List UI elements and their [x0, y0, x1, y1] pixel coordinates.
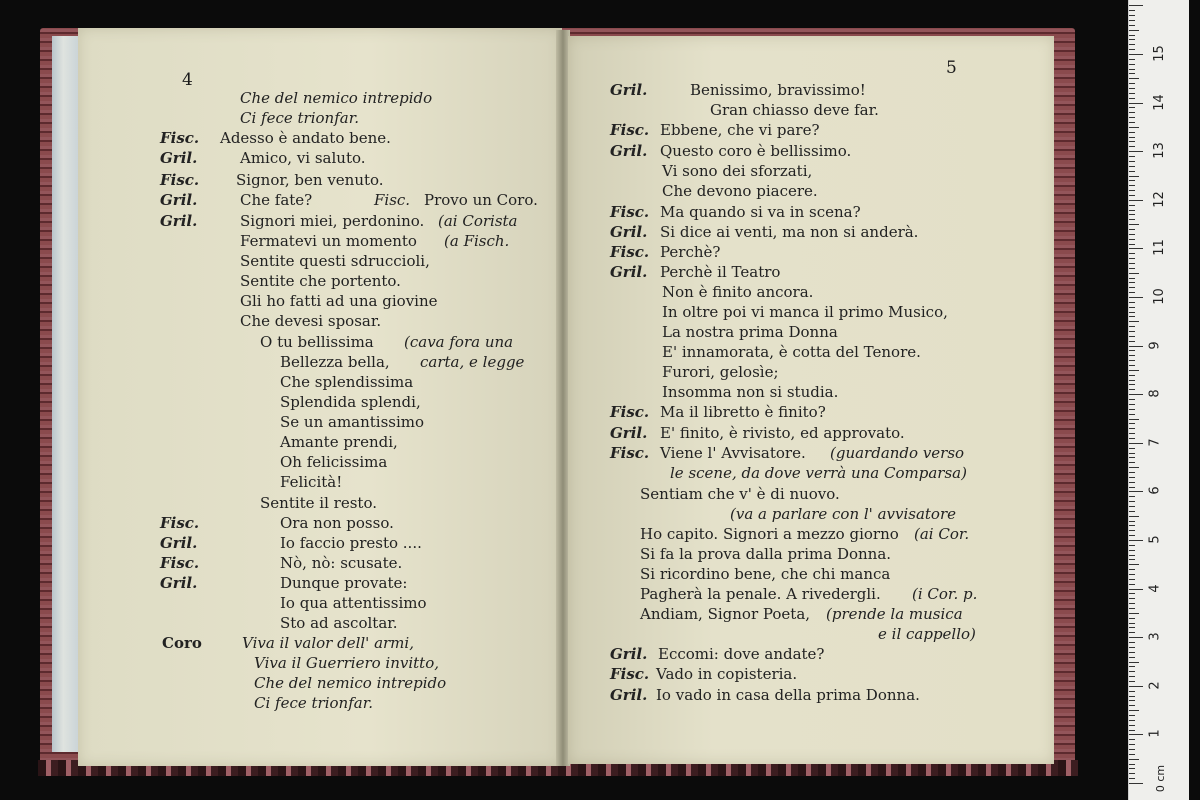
ruler-tick: [1129, 448, 1135, 449]
ruler-number: 4: [1147, 583, 1163, 593]
ruler-tick: [1129, 64, 1135, 65]
ruler-tick: [1129, 491, 1143, 492]
stage-direction: (ai Cor.: [914, 525, 970, 543]
ruler-tick: [1129, 671, 1135, 672]
speaker-label: Fisc.: [610, 243, 650, 261]
ruler-tick: [1129, 370, 1139, 371]
verse-line: Amante prendi,: [280, 433, 398, 451]
ruler-tick: [1129, 399, 1135, 400]
stage-direction: (a Fisch.: [444, 232, 510, 250]
ruler-unit-label: 0 cm: [1154, 764, 1168, 793]
verse-line: Sentite questi sdruccioli,: [240, 252, 430, 270]
ruler-tick: [1129, 365, 1135, 366]
verse-line: O tu bellissima: [260, 333, 374, 351]
ruler-tick: [1129, 98, 1135, 99]
ruler-tick: [1129, 457, 1135, 458]
ruler-tick: [1129, 146, 1135, 147]
ruler-tick: [1129, 593, 1135, 594]
verse-line: Felicità!: [280, 473, 343, 491]
ruler-number: 14: [1151, 93, 1167, 111]
verse-line: Amico, vi saluto.: [240, 149, 366, 167]
verse-line: Bellezza bella,: [280, 353, 390, 371]
verse-line: Viva il Guerriero invitto,: [254, 654, 440, 672]
verse-line: Andiam, Signor Poeta,: [640, 605, 811, 623]
ruler-tick: [1129, 253, 1135, 254]
verse-line: Furori, gelosìe;: [662, 363, 779, 381]
ruler-tick: [1129, 132, 1135, 133]
ruler-tick: [1129, 637, 1143, 638]
ruler-tick: [1129, 229, 1135, 230]
ruler-tick: [1129, 691, 1135, 692]
verse-line: Oh felicissima: [280, 453, 388, 471]
ruler-tick: [1129, 10, 1135, 11]
ruler-tick: [1129, 341, 1135, 342]
ruler-tick: [1129, 49, 1135, 50]
verse-line: Viene l' Avvisatore.: [660, 444, 806, 462]
ruler-tick: [1129, 200, 1143, 201]
ruler-tick: [1129, 720, 1135, 721]
ruler-tick: [1129, 477, 1135, 478]
ruler-tick: [1129, 54, 1143, 55]
ruler-tick: [1129, 69, 1135, 70]
ruler-tick: [1129, 754, 1135, 755]
ruler-tick: [1129, 350, 1135, 351]
ruler-tick: [1129, 210, 1135, 211]
ruler-tick: [1129, 642, 1135, 643]
verse-line: Che devono piacere.: [662, 182, 818, 200]
ruler-tick: [1129, 278, 1135, 279]
ruler-tick: [1129, 423, 1135, 424]
ruler-tick: [1129, 506, 1135, 507]
inline-speaker-label: Fisc.: [374, 191, 411, 209]
stage-direction: (i Cor. p.: [912, 585, 978, 603]
ruler-tick: [1129, 171, 1135, 172]
ruler-tick: [1129, 579, 1135, 580]
ruler-tick: [1129, 501, 1135, 502]
ruler-tick: [1129, 316, 1135, 317]
ruler-tick: [1129, 530, 1135, 531]
ruler-tick: [1129, 608, 1135, 609]
verse-line: Gran chiasso deve far.: [710, 101, 879, 119]
ruler-tick: [1129, 156, 1135, 157]
ruler-tick: [1129, 603, 1135, 604]
ruler-tick: [1129, 521, 1135, 522]
speaker-label: Gril.: [610, 81, 648, 99]
ruler-tick: [1129, 749, 1135, 750]
verse-line: Vi sono dei sforzati,: [662, 162, 813, 180]
ruler-tick: [1129, 20, 1135, 21]
ruler-tick: [1129, 127, 1139, 128]
ruler-tick: [1129, 103, 1143, 104]
ruler-tick: [1129, 467, 1139, 468]
ruler-tick: [1129, 258, 1135, 259]
ruler-tick: [1129, 627, 1135, 628]
ruler-tick: [1129, 234, 1135, 235]
ruler-tick: [1129, 88, 1135, 89]
ruler-tick: [1129, 525, 1135, 526]
speaker-label: Fisc.: [610, 203, 650, 221]
ruler-tick: [1129, 307, 1135, 308]
verse-line: Io faccio presto ....: [280, 534, 422, 552]
ruler-number: 6: [1147, 486, 1163, 496]
verse-line: Sto ad ascoltar.: [280, 614, 398, 632]
ruler-tick: [1129, 190, 1135, 191]
speaker-label: Gril.: [160, 212, 198, 230]
ruler-tick: [1129, 696, 1135, 697]
stage-direction: carta, e legge: [420, 353, 525, 371]
verse-line: Ho capito. Signori a mezzo giorno: [640, 525, 899, 543]
ruler-tick: [1129, 107, 1135, 108]
ruler-tick: [1129, 739, 1135, 740]
ruler-tick: [1129, 35, 1135, 36]
ruler-tick: [1129, 662, 1139, 663]
verse-line: Dunque provate:: [280, 574, 408, 592]
ruler-tick: [1129, 574, 1135, 575]
ruler-tick: [1129, 589, 1143, 590]
ruler-tick: [1129, 657, 1135, 658]
verse-line: Io vado in casa della prima Donna.: [656, 686, 920, 704]
ruler-tick: [1129, 185, 1135, 186]
ruler-tick: [1129, 516, 1139, 517]
ruler-tick: [1129, 297, 1143, 298]
verse-line: Io qua attentissimo: [280, 594, 427, 612]
ruler-tick: [1129, 375, 1135, 376]
measuring-ruler: [1128, 0, 1189, 800]
ruler-tick: [1129, 244, 1135, 245]
verse-line: Ebbene, che vi pare?: [660, 121, 820, 139]
ruler-tick: [1129, 384, 1135, 385]
ruler-tick: [1129, 39, 1135, 40]
speaker-label: Gril.: [610, 223, 648, 241]
ruler-tick: [1129, 764, 1135, 765]
ruler-tick: [1129, 647, 1135, 648]
right-page: [568, 36, 1054, 764]
ruler-number: 10: [1151, 288, 1167, 305]
speaker-label: Coro: [162, 634, 202, 652]
ruler-tick: [1129, 312, 1135, 313]
speaker-label: Fisc.: [610, 665, 650, 683]
ruler-tick: [1129, 666, 1135, 667]
verse-line: Splendida splendi,: [280, 393, 421, 411]
ruler-tick: [1129, 623, 1135, 624]
ruler-tick: [1129, 224, 1139, 225]
ruler-tick: [1129, 292, 1135, 293]
ruler-tick: [1129, 773, 1135, 774]
verse-line: Non è finito ancora.: [662, 283, 814, 301]
ruler-tick: [1129, 545, 1135, 546]
ruler-tick: [1129, 559, 1135, 560]
verse-line: Che del nemico intrepido: [240, 89, 433, 107]
ruler-tick: [1129, 419, 1139, 420]
ruler-tick: [1129, 321, 1139, 322]
ruler-tick: [1129, 404, 1135, 405]
ruler-tick: [1129, 394, 1143, 395]
ruler-tick: [1129, 681, 1135, 682]
verse-line: Vado in copisteria.: [656, 665, 798, 683]
page-number: 4: [182, 70, 193, 90]
verse-line: Sentite che portento.: [240, 272, 401, 290]
speaker-label: Gril.: [160, 149, 198, 167]
ruler-tick: [1129, 25, 1135, 26]
ruler-tick: [1129, 112, 1135, 113]
verse-line: Che devesi sposar.: [240, 312, 382, 330]
ruler-tick: [1129, 30, 1139, 31]
ruler-tick: [1129, 511, 1135, 512]
ruler-tick: [1129, 734, 1143, 735]
ruler-tick: [1129, 5, 1143, 6]
ruler-tick: [1129, 117, 1135, 118]
ruler-tick: [1129, 151, 1143, 152]
ruler-tick: [1129, 73, 1135, 74]
verse-line: Ora non posso.: [280, 514, 394, 532]
verse-line: Si fa la prova dalla prima Donna.: [640, 545, 892, 563]
ruler-tick: [1129, 705, 1135, 706]
ruler-tick: [1129, 443, 1143, 444]
ruler-tick: [1129, 778, 1135, 779]
ruler-tick: [1129, 346, 1143, 347]
verse-line: In oltre poi vi manca il primo Musico,: [662, 303, 948, 321]
verse-line: Viva il valor dell' armi,: [242, 634, 414, 652]
ruler-tick: [1129, 78, 1139, 79]
ruler-tick: [1129, 744, 1135, 745]
speaker-label: Fisc.: [610, 403, 650, 421]
ruler-tick: [1129, 686, 1143, 687]
verse-line: Che splendissima: [280, 373, 414, 391]
ruler-number: 9: [1147, 340, 1163, 350]
ruler-tick: [1129, 205, 1135, 206]
ruler-tick: [1129, 263, 1135, 264]
speaker-label: Gril.: [160, 534, 198, 552]
stage-direction: (cava fora una: [404, 333, 514, 351]
ruler-tick: [1129, 248, 1143, 249]
ruler-tick: [1129, 535, 1135, 536]
ruler-tick: [1129, 355, 1135, 356]
ruler-tick: [1129, 453, 1135, 454]
ruler-tick: [1129, 652, 1135, 653]
ruler-tick: [1129, 715, 1135, 716]
ruler-tick: [1129, 282, 1135, 283]
ruler-tick: [1129, 759, 1139, 760]
verse-line: Sentiam che v' è di nuovo.: [640, 485, 840, 503]
ruler-tick: [1129, 59, 1135, 60]
verse-line: Ma il libretto è finito?: [660, 403, 826, 421]
ruler-tick: [1129, 540, 1143, 541]
stage-direction: e il cappello): [878, 625, 976, 643]
ruler-tick: [1129, 584, 1135, 585]
ruler-number: 15: [1151, 45, 1167, 62]
ruler-number: 3: [1147, 632, 1163, 641]
stage-direction: le scene, da dove verrà una Comparsa): [670, 464, 967, 482]
ruler-tick: [1129, 93, 1135, 94]
ruler-tick: [1129, 598, 1135, 599]
verse-line: La nostra prima Donna: [662, 323, 838, 341]
ruler-tick: [1129, 487, 1135, 488]
verse-line: E' finito, è rivisto, ed approvato.: [660, 424, 905, 442]
ruler-tick: [1129, 176, 1139, 177]
speaker-label: Fisc.: [160, 129, 200, 147]
speaker-label: Gril.: [610, 424, 648, 442]
ruler-tick: [1129, 161, 1135, 162]
ruler-number: 13: [1151, 142, 1167, 159]
speaker-label: Fisc.: [160, 514, 200, 532]
stage-direction: (ai Corista: [438, 212, 518, 230]
verse-line: Ma quando si va in scena?: [660, 203, 861, 221]
verse-line: Nò, nò: scusate.: [280, 554, 403, 572]
speaker-label: Fisc.: [610, 121, 650, 139]
ruler-tick: [1129, 700, 1135, 701]
ruler-tick: [1129, 550, 1135, 551]
ruler-tick: [1129, 273, 1139, 274]
ruler-tick: [1129, 44, 1135, 45]
ruler-tick: [1129, 268, 1135, 269]
ruler-tick: [1129, 618, 1135, 619]
ruler-tick: [1129, 725, 1135, 726]
ruler-tick: [1129, 496, 1135, 497]
verse-line: Sentite il resto.: [260, 494, 377, 512]
ruler-tick: [1129, 730, 1135, 731]
speaker-label: Fisc.: [160, 171, 200, 189]
ruler-tick: [1129, 783, 1143, 784]
ruler-tick: [1129, 710, 1139, 711]
stage-direction: (prende la musica: [826, 605, 963, 623]
speaker-label: Fisc.: [160, 554, 200, 572]
speaker-label: Gril.: [610, 142, 648, 160]
ruler-tick: [1129, 389, 1135, 390]
ruler-number: 11: [1151, 239, 1167, 257]
ruler-tick: [1129, 141, 1135, 142]
ruler-tick: [1129, 15, 1135, 16]
ruler-tick: [1129, 180, 1135, 181]
verse-line: Benissimo, bravissimo!: [690, 81, 866, 99]
ruler-tick: [1129, 613, 1139, 614]
ruler-tick: [1129, 302, 1135, 303]
stage-direction: (va a parlare con l' avvisatore: [730, 505, 957, 523]
speaker-label: Gril.: [610, 645, 648, 663]
ruler-tick: [1129, 555, 1135, 556]
stage-direction: (guardando verso: [830, 444, 965, 462]
ruler-tick: [1129, 137, 1135, 138]
ruler-tick: [1129, 336, 1135, 337]
ruler-tick: [1129, 438, 1135, 439]
ruler-tick: [1129, 380, 1135, 381]
ruler-tick: [1129, 214, 1135, 215]
verse-line: Gli ho fatti ad una giovine: [240, 292, 438, 310]
ruler-number: 7: [1147, 438, 1163, 447]
verse-line: Ci fece trionfar.: [254, 694, 373, 712]
ruler-tick: [1129, 632, 1135, 633]
verse-line: Perchè il Teatro: [660, 263, 781, 281]
ruler-tick: [1129, 409, 1135, 410]
left-page: [78, 28, 562, 766]
ruler-tick: [1129, 287, 1135, 288]
ruler-tick: [1129, 482, 1135, 483]
verse-line: Ci fece trionfar.: [240, 109, 359, 127]
verse-line: Si ricordino bene, che chi manca: [640, 565, 891, 583]
ruler-tick: [1129, 768, 1135, 769]
ruler-tick: [1129, 326, 1135, 327]
verse-line: Signor, ben venuto.: [236, 171, 384, 189]
verse-line: E' innamorata, è cotta del Tenore.: [662, 343, 921, 361]
page-edges: [52, 36, 80, 752]
verse-line: Che fate?: [240, 191, 313, 209]
ruler-tick: [1129, 433, 1135, 434]
ruler-tick: [1129, 195, 1135, 196]
ruler-tick: [1129, 239, 1135, 240]
ruler-tick: [1129, 462, 1135, 463]
ruler-tick: [1129, 564, 1139, 565]
speaker-label: Gril.: [610, 263, 648, 281]
ruler-tick: [1129, 360, 1135, 361]
verse-line: Questo coro è bellissimo.: [660, 142, 852, 160]
ruler-tick: [1129, 676, 1135, 677]
verse-line: Adesso è andato bene.: [220, 129, 391, 147]
speaker-label: Gril.: [610, 686, 648, 704]
page-number: 5: [946, 58, 957, 78]
verse-line: Si dice ai venti, ma non si anderà.: [660, 223, 919, 241]
ruler-number: 8: [1147, 389, 1163, 398]
ruler-number: 2: [1147, 681, 1163, 690]
verse-line: Provo un Coro.: [424, 191, 538, 209]
ruler-tick: [1129, 122, 1135, 123]
speaker-label: Gril.: [160, 574, 198, 592]
ruler-number: 1: [1147, 729, 1163, 739]
verse-line: Eccomi: dove andate?: [658, 645, 825, 663]
ruler-tick: [1129, 414, 1135, 415]
speaker-label: Gril.: [160, 191, 198, 209]
ruler-tick: [1129, 331, 1135, 332]
verse-line: Se un amantissimo: [280, 413, 425, 431]
verse-line: Insomma non si studia.: [662, 383, 839, 401]
ruler-tick: [1129, 166, 1135, 167]
ruler-tick: [1129, 569, 1135, 570]
ruler-number: 12: [1151, 191, 1167, 208]
speaker-label: Fisc.: [610, 444, 650, 462]
verse-line: Pagherà la penale. A rivedergli.: [640, 585, 881, 603]
verse-line: Signori miei, perdonino.: [240, 212, 425, 230]
ruler-tick: [1129, 219, 1135, 220]
ruler-tick: [1129, 428, 1135, 429]
ruler-number: 5: [1147, 535, 1163, 544]
verse-line: Perchè?: [660, 243, 721, 261]
ruler-tick: [1129, 83, 1135, 84]
verse-line: Fermatevi un momento: [240, 232, 417, 250]
verse-line: Che del nemico intrepido: [254, 674, 447, 692]
ruler-tick: [1129, 472, 1135, 473]
